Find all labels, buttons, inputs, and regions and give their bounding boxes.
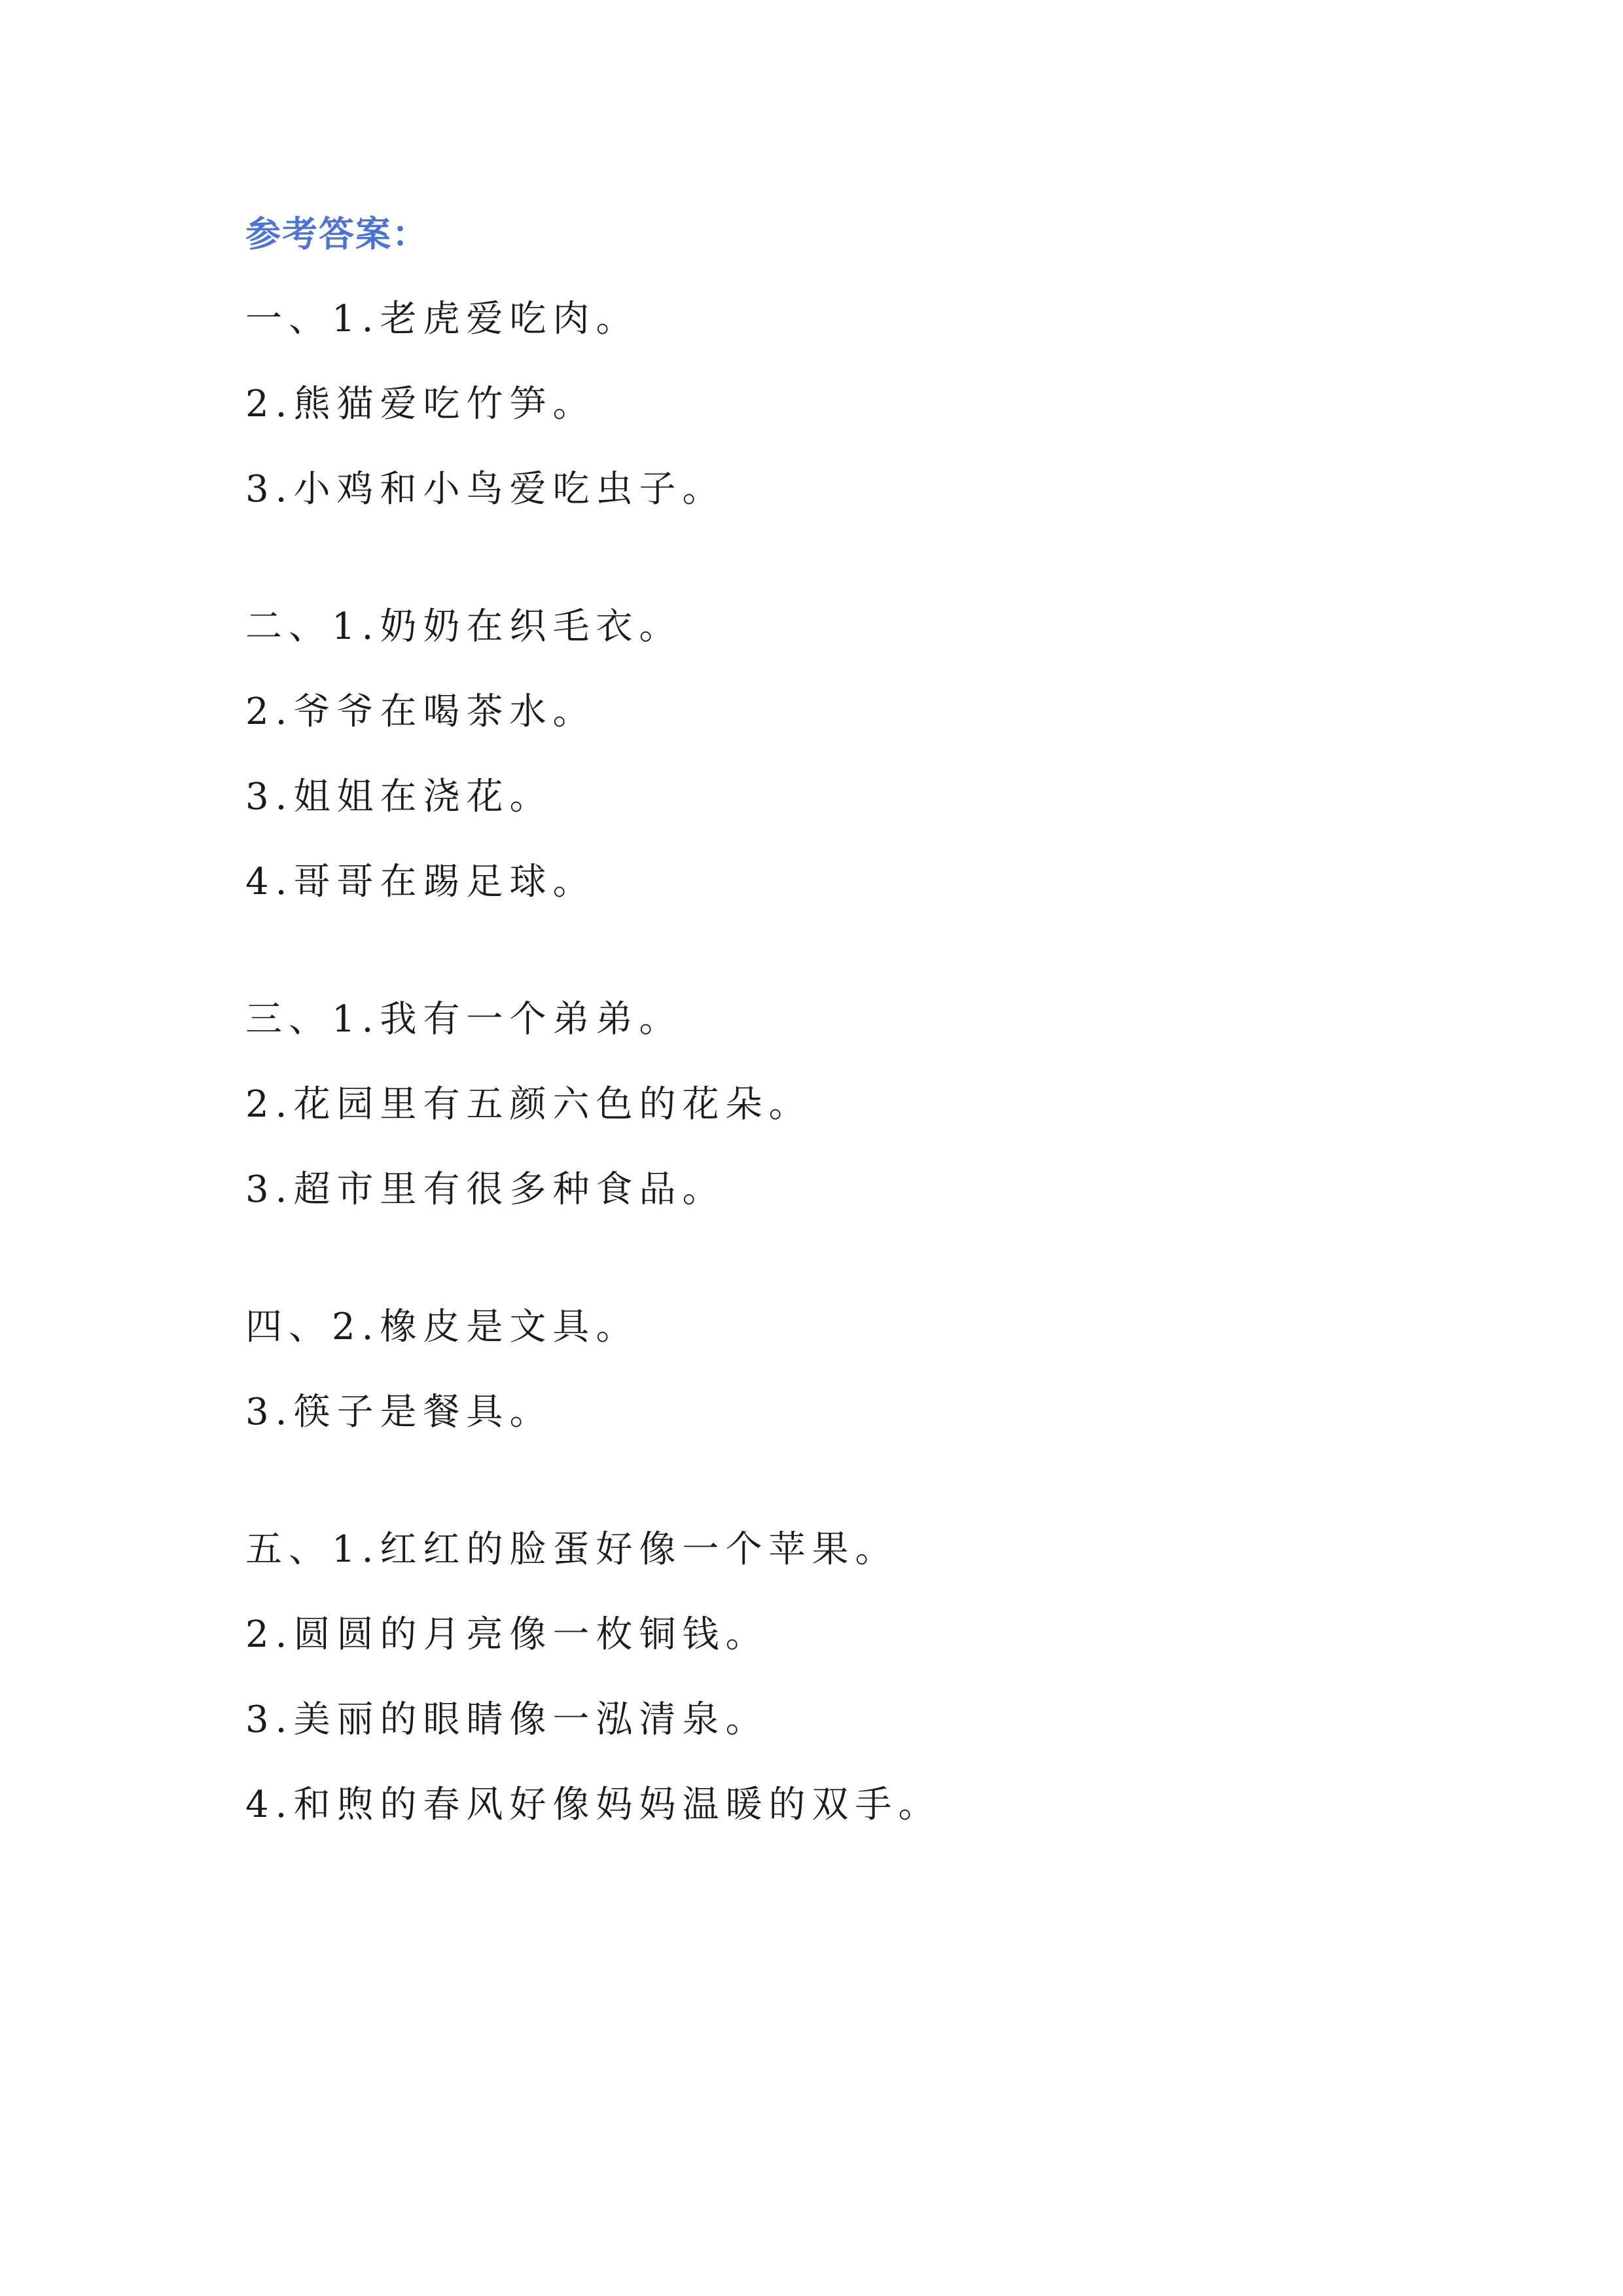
answer-text: 姐姐在浇花。 — [293, 776, 553, 818]
answer-number: 三、1. — [245, 998, 380, 1041]
answer-number: 3. — [245, 468, 294, 511]
answer-line — [245, 1694, 1423, 1746]
answer-line — [245, 1779, 1423, 1831]
answer-line — [245, 601, 1423, 653]
answer-line — [245, 1609, 1423, 1661]
answer-text: 爷爷在喝茶水。 — [293, 691, 596, 733]
answer-line — [245, 293, 1423, 346]
answer-section-5 — [245, 1524, 1423, 1831]
answer-number: 2. — [245, 383, 294, 425]
answer-line — [245, 994, 1423, 1046]
answer-number: 2. — [245, 1083, 294, 1126]
answer-text: 超市里有很多种食品。 — [293, 1168, 726, 1211]
answer-text: 和煦的春风好像妈妈温暖的双手。 — [293, 1784, 942, 1826]
answer-number: 五、1. — [245, 1528, 380, 1571]
answer-text: 橡皮是文具。 — [380, 1306, 639, 1348]
answer-text: 老虎爱吃肉。 — [380, 298, 639, 340]
answer-text: 小鸡和小鸟爱吃虫子。 — [293, 468, 726, 511]
answer-text: 红红的脸蛋好像一个苹果。 — [380, 1528, 899, 1571]
answer-text: 我有一个弟弟。 — [380, 998, 683, 1041]
answer-line — [245, 856, 1423, 908]
answer-number: 二、1. — [245, 605, 380, 648]
answer-number: 一、1. — [245, 298, 380, 340]
answer-line — [245, 771, 1423, 823]
answer-line — [245, 463, 1423, 516]
answer-line — [245, 1524, 1423, 1576]
answer-text: 熊猫爱吃竹笋。 — [293, 383, 596, 425]
answer-line — [245, 1301, 1423, 1354]
page-title: 参考答案： — [245, 213, 429, 255]
answer-key — [245, 208, 1423, 1916]
answer-line — [245, 1079, 1423, 1131]
answer-number: 3. — [245, 1391, 294, 1433]
answer-number: 3. — [245, 776, 294, 818]
answer-text: 花园里有五颜六色的花朵。 — [293, 1083, 812, 1126]
answer-line — [245, 1386, 1423, 1439]
answer-text: 哥哥在踢足球。 — [293, 861, 596, 903]
answer-number: 2. — [245, 1613, 294, 1656]
answer-number: 四、2. — [245, 1306, 380, 1348]
answer-section-4 — [245, 1301, 1423, 1439]
answer-section-3 — [245, 994, 1423, 1216]
answer-text: 美丽的眼睛像一泓清泉。 — [293, 1698, 769, 1741]
answer-line — [245, 686, 1423, 738]
answer-line — [245, 378, 1423, 431]
answer-text: 奶奶在织毛衣。 — [380, 605, 683, 648]
answer-number: 3. — [245, 1698, 294, 1741]
answer-section-1 — [245, 293, 1423, 516]
answer-number: 4. — [245, 861, 294, 903]
answer-section-2 — [245, 601, 1423, 908]
answer-text: 筷子是餐具。 — [293, 1391, 553, 1433]
answer-number: 4. — [245, 1784, 294, 1826]
answer-number: 3. — [245, 1168, 294, 1211]
answer-text: 圆圆的月亮像一枚铜钱。 — [293, 1613, 769, 1656]
answer-number: 2. — [245, 691, 294, 733]
answer-line — [245, 1164, 1423, 1216]
